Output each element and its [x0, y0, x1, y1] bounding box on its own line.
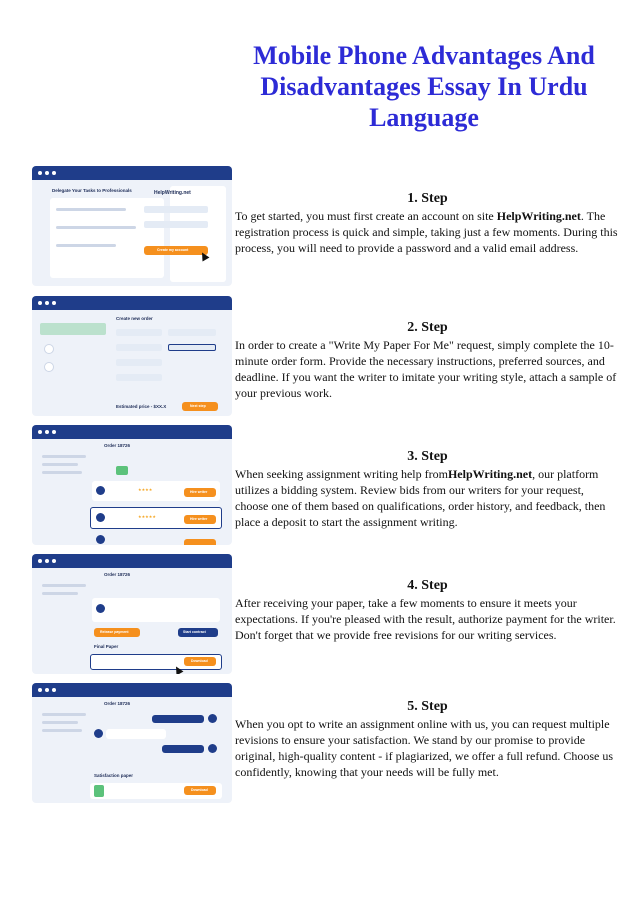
step-check-icon — [44, 344, 54, 354]
writer-avatar — [96, 486, 105, 495]
step-2 — [235, 319, 620, 401]
shot-heading: Order 18726 — [104, 701, 131, 706]
step-heading: 3. Step — [407, 449, 448, 464]
step-text: When seeking assignment writing help fromHelpWriting.net, our platform utilizes a bidding system. Review bids from our writers for your request, choose one of them based on qualifications, order history, and feedback, then place a deposit to start the assignment writing. — [235, 467, 606, 529]
final-paper-label: Final Paper — [94, 644, 119, 649]
window-dot-icon — [52, 688, 56, 692]
window-dot-icon — [45, 688, 49, 692]
step-1-screenshot — [32, 166, 232, 286]
writer-avatar — [96, 513, 105, 522]
chat-bubble-reply — [106, 729, 166, 739]
step-2-screenshot — [32, 296, 232, 416]
writer-avatar — [96, 604, 105, 613]
window-dot-icon — [45, 171, 49, 175]
password-field — [144, 221, 208, 228]
step-text: To get started, you must first create an account on site HelpWriting.net. The registration process is quick and simple, taking just a few moments. During this process, you will need to provide a password and a valid email address. — [235, 209, 618, 255]
shot-logo: HelpWriting.net — [154, 190, 191, 196]
window-dot-icon — [45, 559, 49, 563]
window-bar — [32, 166, 232, 180]
window-dot-icon — [52, 171, 56, 175]
window-dot-icon — [38, 430, 42, 434]
document-title: Mobile Phone Advantages And Disadvantages Essay In Urdu Language — [253, 41, 595, 132]
step-4-screenshot — [32, 554, 232, 674]
satisfaction-paper-label: Satisfaction paper — [94, 773, 134, 778]
window-dot-icon — [52, 430, 56, 434]
step-heading: 4. Step — [407, 578, 448, 593]
hire-writer-label: Hire writer — [190, 490, 208, 494]
shot-heading: Order 18726 — [104, 572, 131, 577]
download-label: Download — [191, 659, 208, 663]
release-payment-label: Release payment — [100, 630, 129, 634]
next-step-label: Next step — [190, 404, 206, 408]
estimated-price: Estimated price - $XX.X — [116, 404, 167, 409]
file-icon — [94, 785, 104, 797]
step-heading: 2. Step — [407, 320, 448, 335]
step-5 — [235, 698, 620, 780]
step-check-icon — [44, 362, 54, 372]
window-dot-icon — [45, 430, 49, 434]
user-avatar — [208, 714, 217, 723]
shot-heading: Create new order — [116, 316, 153, 321]
step-text: When you opt to write an assignment online with us, you can request multiple revisions to ensure your satisfaction. We stand by our promise to provide original, high-quality content - if plagiarized, we offer a full refund. Choose us confidently, knowing that your needs will be fully met. — [235, 717, 613, 779]
window-bar — [32, 425, 232, 439]
window-dot-icon — [38, 171, 42, 175]
window-bar — [32, 554, 232, 568]
start-contract-label: Start contract — [183, 630, 206, 634]
step-text: In order to create a "Write My Paper For Me" request, simply complete the 10-minute order form. Provide the necessary instructions, preferred sources, and deadline. If you want the writer to imitate your writing style, attach a sample of your previous work. — [235, 338, 617, 400]
step-1 — [235, 190, 620, 256]
chat-bubble — [152, 715, 204, 723]
download-label: Download — [191, 788, 208, 792]
window-dot-icon — [38, 559, 42, 563]
shot-heading: Order 18726 — [104, 443, 131, 448]
writer-avatar — [94, 729, 103, 738]
brand-name: HelpWriting.net — [447, 467, 533, 481]
rating-stars-icon: ★★★★★ — [138, 514, 156, 519]
window-bar — [32, 683, 232, 697]
window-dot-icon — [38, 301, 42, 305]
email-field — [144, 206, 208, 213]
brand-name: HelpWriting.net — [496, 209, 581, 223]
user-avatar — [208, 744, 217, 753]
create-account-label: Create my account — [157, 248, 189, 252]
step-3-screenshot — [32, 425, 232, 545]
shot-heading: Delegate Your Tasks to Professionals — [52, 188, 132, 193]
bids-counter — [116, 466, 128, 475]
step-5-screenshot — [32, 683, 232, 803]
step-heading: 5. Step — [407, 699, 448, 714]
window-dot-icon — [38, 688, 42, 692]
step-4 — [235, 577, 620, 643]
window-bar — [32, 296, 232, 310]
window-dot-icon — [52, 301, 56, 305]
step-text: After receiving your paper, take a few moments to ensure it meets your expectations. If you're pleased with the result, authorize payment for the writer. Don't forget that we provide free revisions for our writing services. — [235, 596, 616, 642]
step-3 — [235, 448, 620, 530]
signup-panel — [170, 186, 226, 282]
writer-avatar — [96, 535, 105, 544]
window-dot-icon — [52, 559, 56, 563]
chat-bubble — [162, 745, 204, 753]
hire-writer-label: Hire writer — [190, 517, 208, 521]
step-heading: 1. Step — [407, 191, 448, 206]
window-dot-icon — [45, 301, 49, 305]
active-step-indicator — [40, 323, 106, 335]
rating-stars-icon: ★★★★ — [138, 487, 153, 492]
